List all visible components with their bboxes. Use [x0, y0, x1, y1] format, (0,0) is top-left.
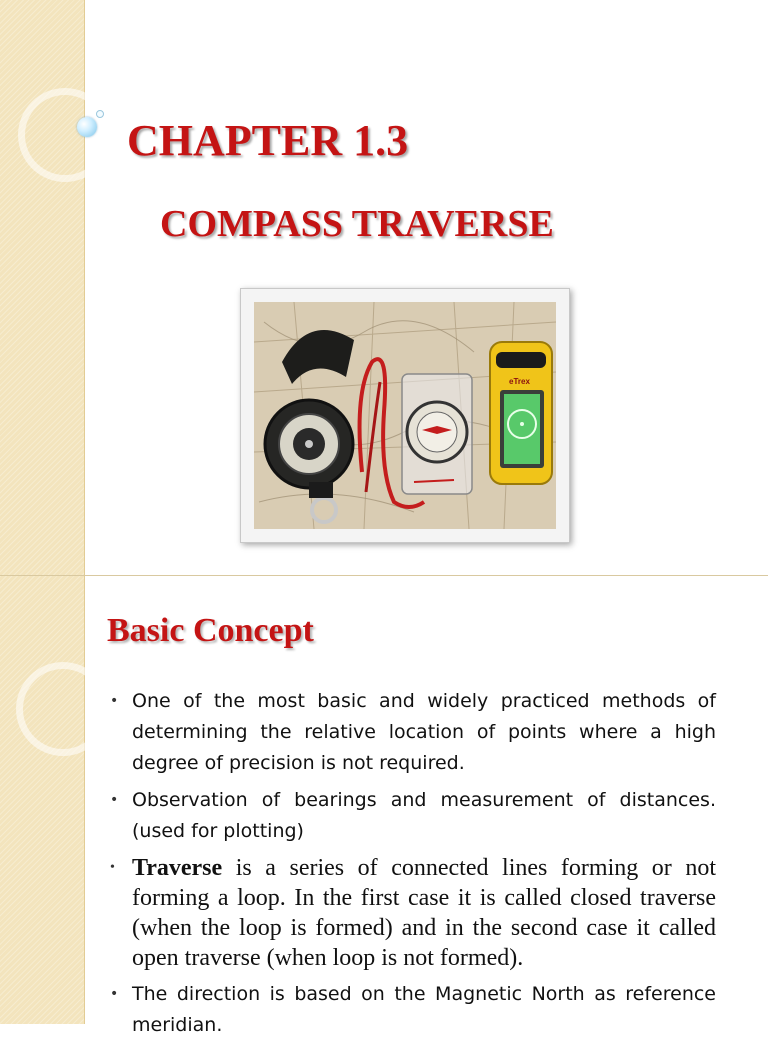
- bullet-item: [108, 979, 716, 1041]
- bullet-icon: •: [110, 986, 119, 1002]
- compass-photo: [240, 288, 570, 543]
- compass-gps-image: [254, 302, 556, 529]
- bullet-icon: •: [110, 860, 115, 875]
- decorative-ring: [18, 88, 112, 182]
- bullet-text: One of the most basic and widely practiced methods of determining the relative location of points where a high degree of precision is not required.: [132, 690, 716, 774]
- decorative-ring: [16, 662, 110, 756]
- slide-basic-concept: [0, 576, 768, 1036]
- svg-text:eTrex: eTrex: [509, 377, 530, 386]
- bullet-text: is a series of connected lines forming or not forming a loop. In the first case it is called closed traverse (when the loop is formed) and in the second case it called open traverse (when loop is not formed).: [132, 855, 716, 971]
- bullet-item: [108, 785, 716, 847]
- decorative-strip: [0, 0, 85, 576]
- bullet-text: Observation of bearings and measurement of distances. (used for plotting): [132, 789, 716, 842]
- chapter-subtitle: COMPASS TRAVERSE: [160, 203, 554, 245]
- bubble-icon: [77, 117, 97, 137]
- bullet-icon: •: [110, 792, 119, 808]
- section-heading: Basic Concept: [107, 612, 314, 649]
- bullet-list: [108, 686, 716, 1047]
- bubble-small-icon: [96, 110, 104, 118]
- decorative-strip: [0, 576, 85, 1024]
- bullet-item: [108, 686, 716, 779]
- bullet-item: [108, 853, 716, 973]
- term-traverse: Traverse: [132, 855, 223, 881]
- bullet-icon: •: [110, 693, 119, 709]
- bullet-text: The direction is based on the Magnetic North as reference meridian.: [132, 983, 716, 1036]
- chapter-title: CHAPTER 1.3: [127, 116, 409, 165]
